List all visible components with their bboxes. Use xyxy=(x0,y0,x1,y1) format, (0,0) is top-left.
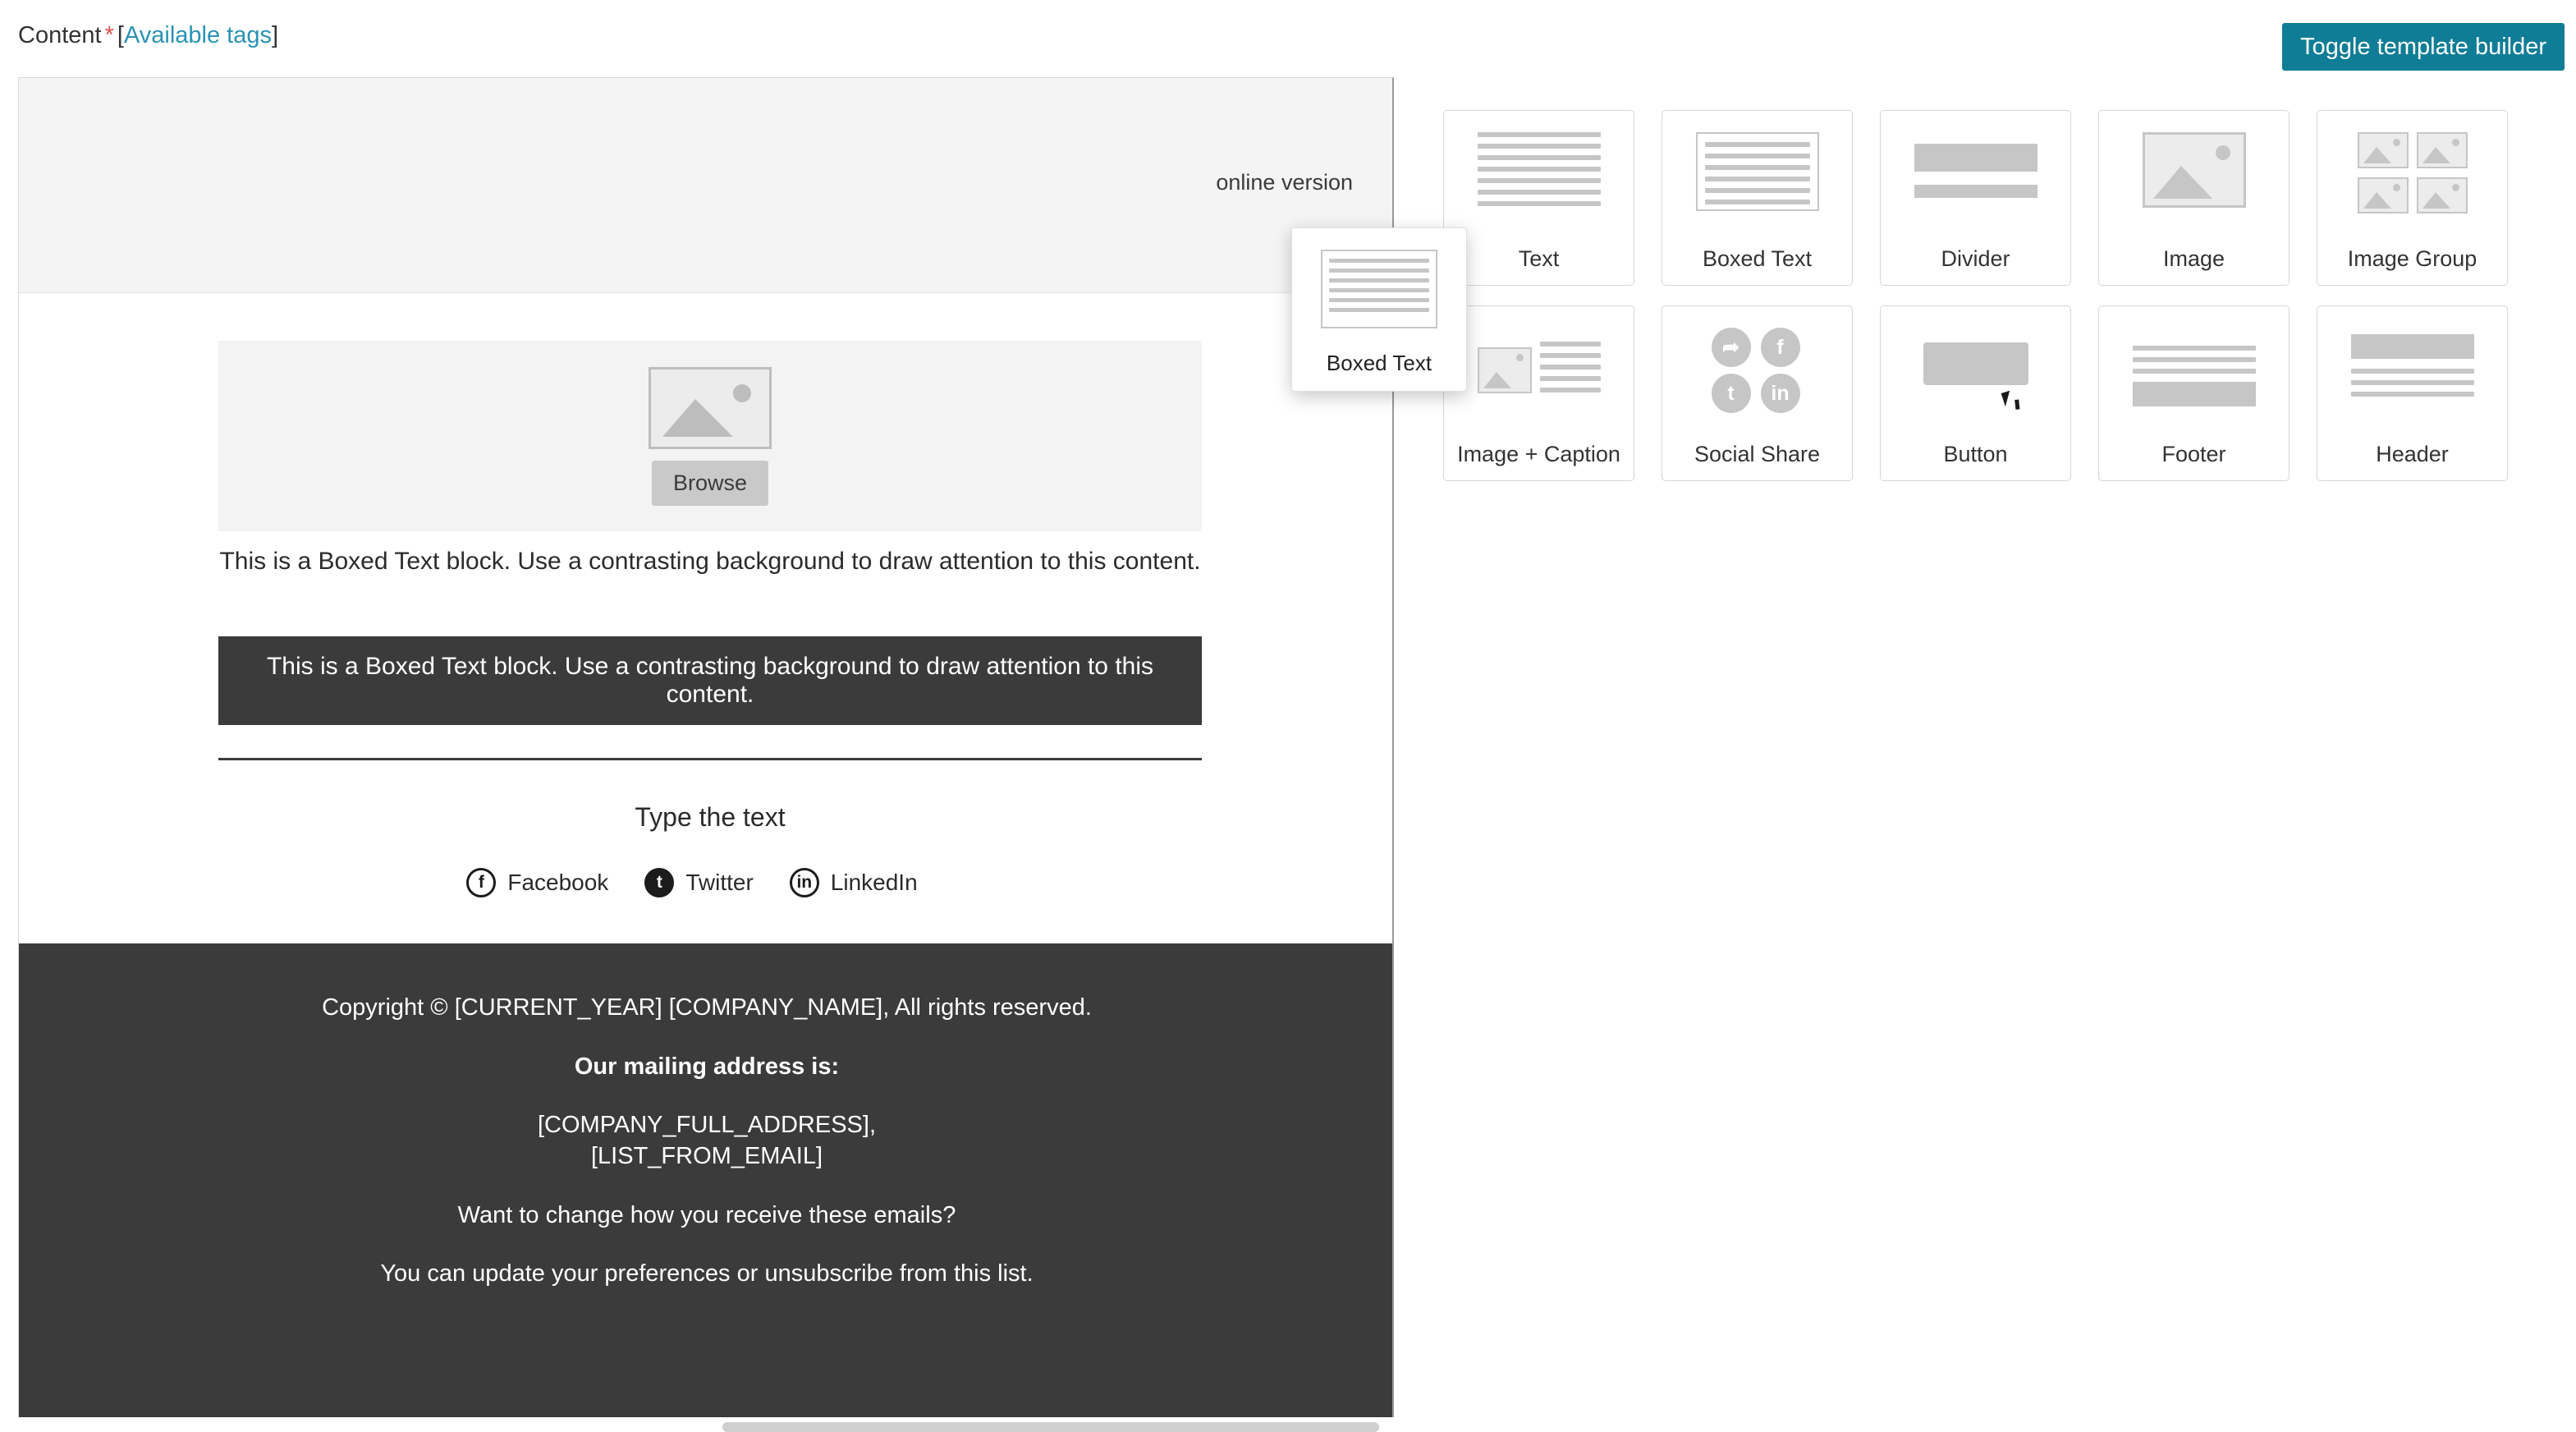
palette-item-footer[interactable] xyxy=(2098,305,2290,481)
palette-item-label: Text xyxy=(1518,246,1560,271)
facebook-icon: f xyxy=(1761,328,1800,367)
toggle-template-builder-button[interactable]: Toggle template builder xyxy=(2282,23,2565,71)
palette-item-label: Boxed Text xyxy=(1702,246,1813,271)
bracket-open: [ xyxy=(117,22,124,48)
divider-block[interactable] xyxy=(218,758,1202,760)
content-field-label xyxy=(18,22,278,49)
linkedin-icon[interactable]: in xyxy=(790,868,819,897)
palette-item-boxed-text[interactable] xyxy=(1662,110,1853,286)
footer-question: Want to change how you receive these emails? xyxy=(457,1201,956,1228)
preview-header-band xyxy=(19,78,1392,293)
image-thumb-icon xyxy=(2133,132,2256,218)
bracket-close: ] xyxy=(271,22,279,48)
palette-item-header[interactable] xyxy=(2317,305,2508,481)
palette-item-label: Image xyxy=(2162,246,2225,271)
palette-item-label: Header xyxy=(2376,442,2449,466)
footer-preferences[interactable]: You can update your preferences or unsubscribe from this list. xyxy=(380,1260,1034,1287)
button-block-text[interactable]: Type the text xyxy=(635,802,786,832)
palette-item-image-caption[interactable] xyxy=(1443,305,1634,481)
available-tags-link[interactable]: Available tags xyxy=(123,22,272,48)
palette-item-text[interactable] xyxy=(1443,110,1634,286)
image-placeholder-icon xyxy=(649,367,772,449)
share-icon: ➦ xyxy=(1712,328,1751,367)
browse-button[interactable]: Browse xyxy=(652,461,768,506)
twitter-icon[interactable]: t xyxy=(644,868,674,897)
palette-item-label: Button xyxy=(1943,442,2008,466)
image-caption-thumb-icon xyxy=(1478,328,1601,413)
social-share-thumb-icon xyxy=(1696,328,1819,413)
footer-block[interactable] xyxy=(19,943,1394,1432)
online-version-link[interactable]: online version xyxy=(1216,170,1353,195)
social-share-block[interactable] xyxy=(218,868,1202,897)
boxed-text-block[interactable]: This is a Boxed Text block. Use a contrasting background to draw attention to this content. xyxy=(218,636,1202,725)
horizontal-scrollbar-thumb[interactable] xyxy=(722,1422,1379,1432)
twitter-label: Twitter xyxy=(685,870,754,895)
dragging-block-label: Boxed Text xyxy=(1326,351,1432,375)
twitter-icon: t xyxy=(1712,374,1751,413)
facebook-label: Facebook xyxy=(507,870,609,895)
footer-address-line2: [LIST_FROM_EMAIL] xyxy=(590,1143,823,1170)
required-asterisk: * xyxy=(104,22,114,48)
palette-item-label: Divider xyxy=(1941,246,2010,271)
content-label-text: Content xyxy=(18,22,102,48)
block-palette xyxy=(1443,110,2532,501)
text-block[interactable]: This is a Boxed Text block. Use a contrasting background to draw attention to this content. xyxy=(219,548,1201,575)
palette-item-label: Social Share xyxy=(1694,442,1821,466)
image-block[interactable] xyxy=(218,341,1202,531)
linkedin-label: LinkedIn xyxy=(830,870,918,895)
email-preview-panel[interactable] xyxy=(18,77,1394,1432)
boxed-text-thumb-icon xyxy=(1696,132,1819,211)
footer-address xyxy=(19,1110,1394,1172)
text-thumb-icon xyxy=(1478,132,1601,218)
facebook-icon[interactable]: f xyxy=(466,868,496,897)
palette-item-divider[interactable] xyxy=(1880,110,2071,286)
footer-mailing-heading: Our mailing address is: xyxy=(574,1053,840,1080)
boxed-text-thumb-icon xyxy=(1321,250,1437,328)
button-thumb-icon xyxy=(1914,328,2037,413)
header-thumb-icon xyxy=(2351,328,2474,413)
preview-body xyxy=(19,293,1392,1022)
palette-item-image-group[interactable] xyxy=(2317,110,2508,286)
palette-item-button[interactable] xyxy=(1880,305,2071,481)
palette-item-label: Footer xyxy=(2161,442,2226,466)
dragging-block-preview[interactable] xyxy=(1291,227,1467,392)
palette-item-social-share[interactable] xyxy=(1662,305,1853,481)
palette-item-image[interactable] xyxy=(2098,110,2290,286)
template-builder-panel xyxy=(1396,77,2558,1432)
divider-thumb-icon xyxy=(1914,132,2037,218)
linkedin-icon: in xyxy=(1761,374,1800,413)
footer-copyright: Copyright © [CURRENT_YEAR] [COMPANY_NAME], All rights reserved. xyxy=(322,994,1092,1021)
image-group-thumb-icon xyxy=(2351,132,2474,218)
palette-item-label: Image + Caption xyxy=(1457,442,1620,466)
cursor-icon xyxy=(2001,391,2014,407)
palette-item-label: Image Group xyxy=(2347,246,2477,271)
footer-address-line1: [COMPANY_FULL_ADDRESS], xyxy=(537,1112,877,1139)
footer-thumb-icon xyxy=(2133,328,2256,413)
top-bar xyxy=(0,0,2576,77)
